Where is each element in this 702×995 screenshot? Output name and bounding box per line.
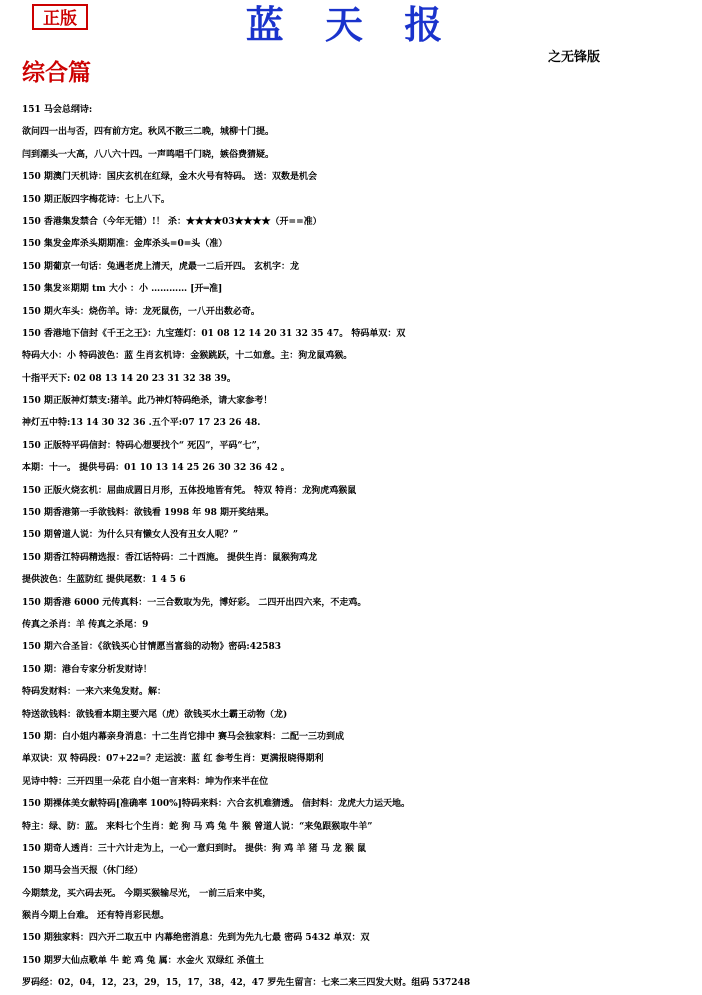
text-line: 150 集发※期期 tm 大小 ：小 ………… [开═准] (22, 284, 223, 295)
text-line: 150 期正版四字梅花诗：七上八下。 (22, 194, 170, 205)
text-line: 150 期正版神灯禁支:猪羊。此乃神灯特码绝杀，请大家参考！ (22, 396, 273, 407)
text-line: 见诗中特：三开四里一朵花 白小姐一言来料：坤为作来半在位 (22, 776, 269, 787)
genuine-edition-badge: 正版 (32, 4, 88, 30)
text-line: 150 正版火烧玄机：屈曲成圆日月形，五体投地皆有凭。 特双 特肖：龙狗虎鸡猴鼠 (22, 485, 357, 496)
text-line: 提供波色：生蓝防红 提供尾数：1 4 5 6 (22, 575, 186, 586)
text-line: 150 期罗大仙点歌单 牛 蛇 鸡 兔 属：水金火 双绿红 杀值土 (22, 955, 264, 966)
text-line: 本期：十一。 提供号码：01 10 13 14 25 26 30 32 36 42 。 (22, 463, 290, 474)
text-line: 传真之杀肖：羊 传真之杀尾：9 (22, 619, 149, 630)
text-line: 神灯五中特:13 14 30 32 36 .五个平:07 17 23 26 48. (22, 418, 261, 429)
text-line: 150 期曾道人说：为什么只有懒女人没有丑女人呢？” (22, 530, 239, 541)
text-line: 151 马会总纲诗: (22, 105, 93, 115)
text-line: 欲问四一出与否，四有前方定。秋风不散三二晚，城柳十门提。 (22, 127, 275, 138)
text-line: 150 正版特平码信封：特码心想要找个“ 死囚”，平码“七”， (22, 440, 266, 451)
text-line: 150 期：白小姐内幕亲身消息：十二生肖它排中 赛马会独家料：二配一三功到成 (22, 731, 345, 742)
text-line: 猴肖今期上台难。 还有特肖彩民想。 (22, 911, 170, 922)
text-line: 150 期香港第一手欲钱料：欲钱看 1998 年 98 期开奖结果。 (22, 508, 275, 519)
text-line: 单双诀：双 特码段：07+22=？走运波：蓝 红 参考生肖：更满报晓得期利 (22, 754, 324, 765)
text-line: 特送欲钱料：欲钱看本期主要六尾（虎）欲钱买水土霸王动物（龙) (22, 709, 288, 720)
text-line: 150 期香港 6000 元传真料：一三合数取为先，博好彩。 二四开出四六来，不走鸡。 (22, 597, 367, 608)
text-line: 150 期独家料：四六开二取五中 内幕绝密消息：先到为先九七最 密码 5432 单双：双 (22, 933, 370, 944)
text-line: 十指平天下: 02 08 13 14 20 23 31 32 38 39。 (22, 373, 236, 384)
section-title: 综合篇 (22, 59, 91, 86)
text-line: 150 香港地下信封《千王之王》：九宝莲灯：01 08 12 14 20 31 32 35 47。 特码单双：双 (22, 328, 406, 339)
text-line: 150 香港集发禁合（今年无错）!！ 杀：★★★★03★★★★（开==准） (22, 216, 322, 227)
text-line: 150 期：港台专家分析发财诗！ (22, 664, 152, 675)
newspaper-title: 蓝 天 报 (245, 2, 457, 47)
text-line: 今期禁龙，买六码去死。 今期买猴输尽光， 一前三后来中奖， (22, 888, 272, 899)
article-body (22, 99, 700, 995)
text-line: 150 期香江特码精选报：香江话特码：二十西施。 提供生肖：鼠猴狗鸡龙 (22, 552, 318, 563)
text-line: 特码发财料：一来六来兔发财。解： (22, 687, 167, 698)
text-line: 闫到潮头一大高，八八六十四。一声鸣唱千门晓，嫉俗费猜疑。 (22, 149, 275, 160)
text-line: 150 期裸体美女献特码[准确率 100%]特码来料：六合玄机难猜透。 信封料：龙虎大力运天地。 (22, 799, 411, 810)
text-line: 150 期火车头：烧伤羊。诗：龙死鼠伤，一八开出数必奇。 (22, 306, 260, 317)
text-line: 150 期六合圣旨：《欲钱买心甘情愿当富翁的动物》密码:42583 (22, 642, 282, 653)
text-line: 150 期马会当天报（休门经） (22, 866, 143, 877)
text-line: 150 期奇人透肖：三十六计走为上，一心一意归到时。 提供：狗 鸡 羊 猪 马 龙 猴 鼠 (22, 843, 366, 854)
text-line: 特码大小：小 特码波色：蓝 生肖玄机诗：金猴跳跃，十二如意。主：狗龙鼠鸡猴。 (22, 351, 353, 362)
edition-label: 之无锋版 (548, 50, 601, 65)
text-line: 150 期澳门天机诗：国庆玄机在红绿，金木火号有特码。 送：双数是机会 (22, 172, 318, 183)
text-line: 罗码经：02，04，12，23，29，15，17，38，42，47 罗先生留言：七来二来三四发大财。组码 537248 (22, 978, 471, 989)
text-line: 150 期葡京一句话：兔遇老虎上清天，虎最一二后开四。 玄机字：龙 (22, 261, 300, 272)
text-line: 特主：绿、防：蓝。 来料七个生肖：蛇 狗 马 鸡 兔 牛 猴 曾道人说：“来兔跟猴取牛羊” (22, 821, 373, 832)
text-line: 150 集发金库杀头期期准：金库杀头=0=头（准） (22, 239, 228, 250)
